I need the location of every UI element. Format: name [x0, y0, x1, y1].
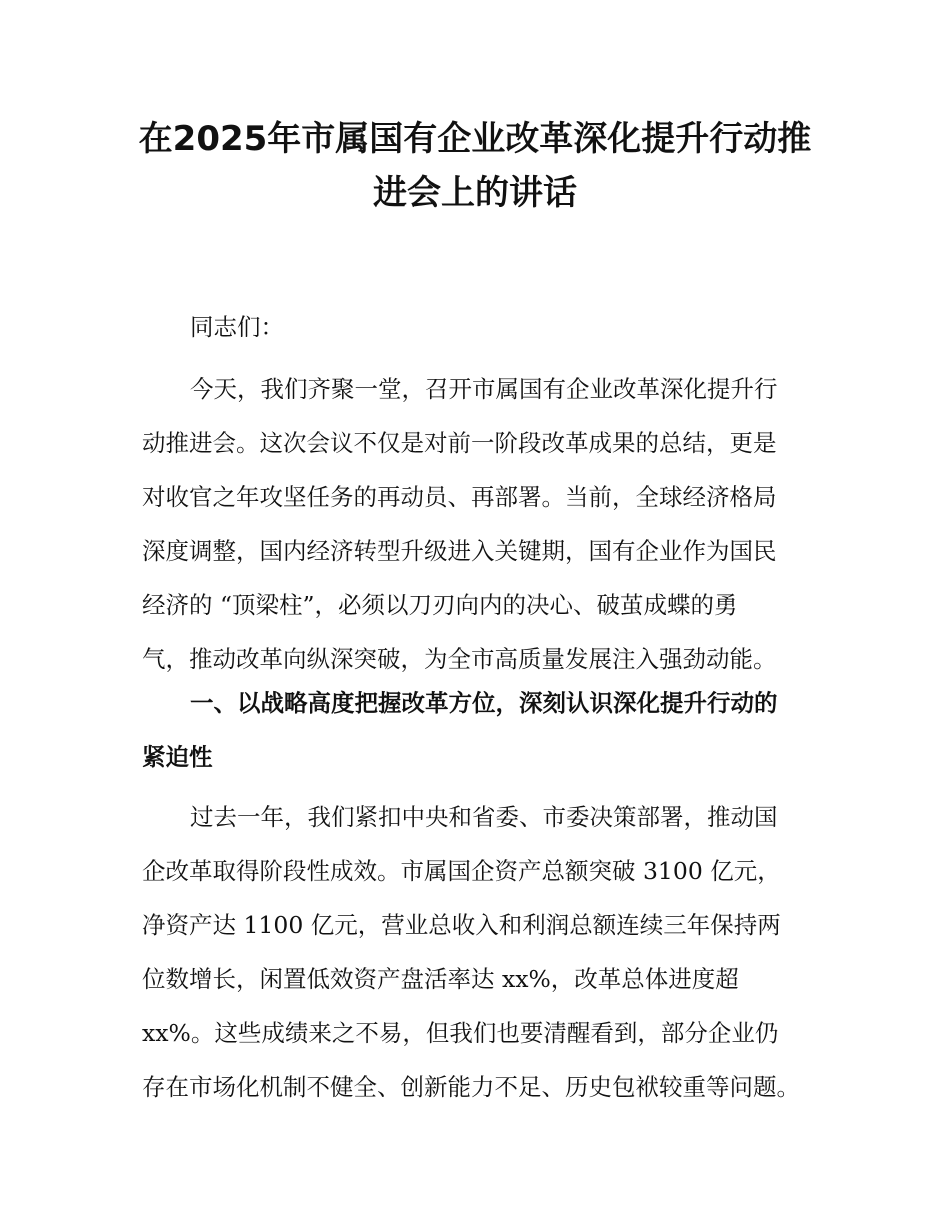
paragraph-line: xx%。这些成绩来之不易，但我们也要清醒看到，部分企业仍 [142, 1019, 779, 1047]
greeting-text: 同志们： [190, 313, 284, 341]
title-line: 进会上的讲话 [373, 173, 577, 213]
paragraph-line: 净资产达 1100 亿元，营业总收入和利润总额连续三年保持两 [142, 911, 781, 939]
paragraph-line: 对收官之年攻坚任务的再动员、再部署。当前，全球经济格局 [142, 483, 777, 511]
paragraph-line: 过去一年，我们紧扣中央和省委、市委决策部署，推动国 [190, 803, 778, 831]
title-line: 在2025年市属国有企业改革深化提升行动推 [138, 119, 812, 159]
paragraph-line: 深度调整，国内经济转型升级进入关键期，国有企业作为国民 [142, 537, 777, 565]
paragraph-line: 气，推动改革向纵深突破，为全市高质量发展注入强劲动能。 [142, 645, 777, 673]
paragraph-1 [142, 362, 832, 686]
paragraph-line: 位数增长，闲置低效资产盘活率达 xx%，改革总体进度超 [142, 965, 739, 993]
document-title [120, 112, 830, 220]
heading-line: 紧迫性 [142, 743, 213, 771]
paragraph-line: 存在市场化机制不健全、创新能力不足、历史包袱较重等问题。 [142, 1073, 800, 1101]
paragraph-line: 经济的 “顶梁柱”，必须以刀刃向内的决心、破茧成蝶的勇 [142, 591, 738, 619]
heading-line: 一、以战略高度把握改革方位，深刻认识深化提升行动的 [190, 689, 778, 717]
paragraph-line: 动推进会。这次会议不仅是对前一阶段改革成果的总结，更是 [142, 429, 777, 457]
paragraph-line: 今天，我们齐聚一堂，召开市属国有企业改革深化提升行 [190, 375, 778, 403]
section-heading-1 [142, 676, 832, 784]
paragraph-2 [142, 790, 832, 1114]
paragraph-line: 企改革取得阶段性成效。市属国企资产总额突破 3100 亿元， [142, 857, 781, 885]
greeting [142, 300, 832, 354]
